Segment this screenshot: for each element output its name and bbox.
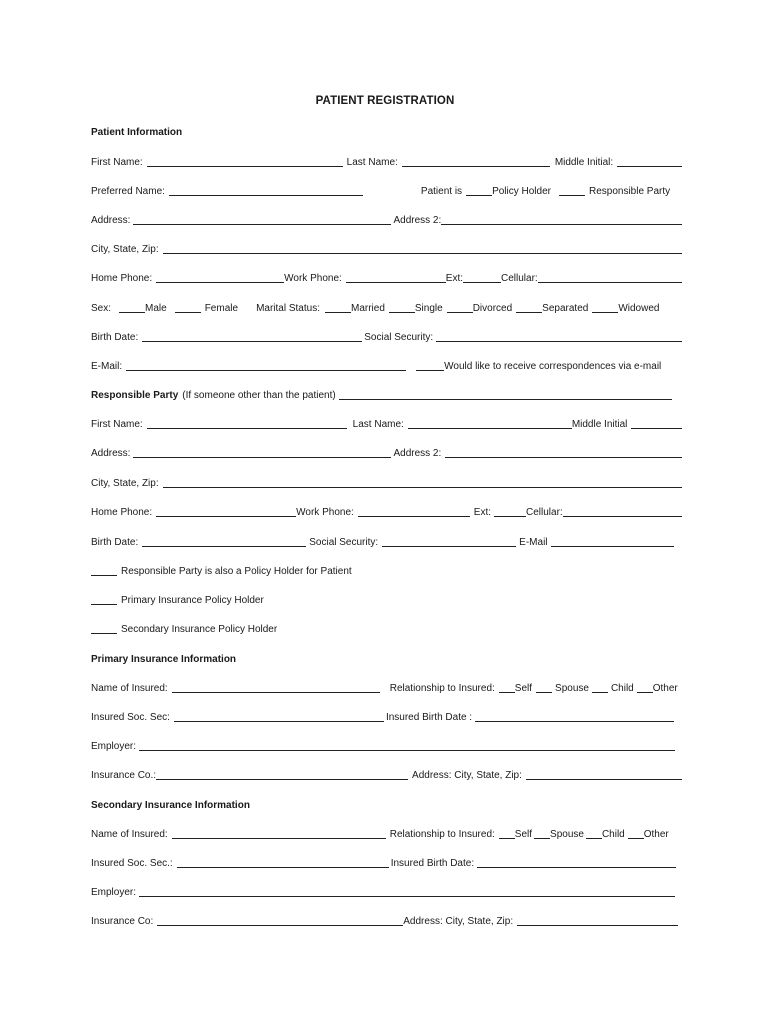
secondary-employer-field[interactable] [139, 896, 675, 897]
rp-ext-field[interactable] [494, 516, 526, 517]
secondary-relationship-label: Relationship to Insured: [389, 829, 495, 840]
rp-home-phone-field[interactable] [156, 516, 296, 517]
primary-employer-field[interactable] [139, 750, 675, 751]
secondary-policy-holder-check[interactable] [91, 633, 117, 634]
secondary-soc-sec-field[interactable] [177, 867, 389, 868]
middle-initial-field[interactable] [617, 166, 682, 167]
single-check[interactable] [389, 312, 415, 313]
rp-city-state-zip-label: City, State, Zip: [91, 478, 159, 489]
secondary-self-label: Self [514, 829, 533, 840]
secondary-address-csz-label: Address: City, State, Zip: [403, 916, 514, 927]
primary-soc-sec-field[interactable] [174, 721, 384, 722]
primary-employer-label: Employer: [91, 741, 137, 752]
rp-first-name-field[interactable] [147, 428, 347, 429]
secondary-child-check[interactable] [586, 838, 602, 839]
policy-holder-check[interactable] [466, 195, 492, 196]
secondary-child-label: Child [601, 829, 625, 840]
primary-child-check[interactable] [592, 692, 608, 693]
primary-insurance-co-row [91, 768, 682, 782]
primary-name-insured-field[interactable] [172, 692, 380, 693]
rp-ext-label: Ext: [473, 507, 492, 518]
email-pref-label: Would like to receive correspondences via e-mail [444, 361, 662, 372]
secondary-name-insured-label: Name of Insured: [91, 829, 168, 840]
primary-other-label: Other [652, 683, 678, 694]
patient-name-row [91, 155, 682, 169]
primary-other-check[interactable] [637, 692, 653, 693]
responsible-party-label: Responsible Party [588, 186, 671, 197]
social-security-label: Social Security: [364, 332, 434, 343]
rp-birth-date-label: Birth Date: [91, 537, 139, 548]
address-field[interactable] [133, 224, 391, 225]
primary-insurance-heading: Primary Insurance Information [91, 654, 237, 665]
responsible-party-heading: Responsible Party [91, 390, 179, 401]
rp-birth-row [91, 535, 674, 549]
male-check[interactable] [119, 312, 145, 313]
sex-label: Sex: [91, 303, 112, 314]
responsible-party-heading-row [91, 388, 672, 402]
primary-child-label: Child [610, 683, 634, 694]
rp-cellular-label: Cellular: [526, 507, 563, 518]
patient-is-label: Patient is [420, 186, 463, 197]
primary-birth-date-field[interactable] [475, 721, 674, 722]
divorced-label: Divorced [472, 303, 513, 314]
rp-middle-initial-field[interactable] [631, 428, 682, 429]
secondary-insurance-heading: Secondary Insurance Information [91, 800, 250, 811]
secondary-socsec-row [91, 856, 676, 870]
rp-last-name-label: Last Name: [352, 419, 404, 430]
last-name-label: Last Name: [346, 157, 398, 168]
ext-field[interactable] [463, 282, 501, 283]
primary-address-csz-field[interactable] [526, 779, 682, 780]
email-field[interactable] [126, 370, 406, 371]
married-check[interactable] [325, 312, 351, 313]
primary-spouse-check[interactable] [536, 692, 552, 693]
secondary-name-insured-field[interactable] [172, 838, 386, 839]
rp-birth-date-field[interactable] [142, 546, 306, 547]
last-name-field[interactable] [402, 166, 550, 167]
city-state-zip-field[interactable] [163, 253, 682, 254]
single-label: Single [414, 303, 443, 314]
primary-self-label: Self [514, 683, 533, 694]
patient-phone-row [91, 271, 682, 285]
rp-email-field[interactable] [551, 546, 674, 547]
address-label: Address: [91, 215, 131, 226]
cellular-label: Cellular: [501, 273, 538, 284]
preferred-name-field[interactable] [169, 195, 363, 196]
rp-address-row [91, 446, 682, 460]
patient-birth-row [91, 330, 682, 344]
email-pref-check[interactable] [416, 370, 444, 371]
primary-employer-row [91, 739, 675, 753]
rp-work-phone-label: Work Phone: [296, 507, 354, 518]
rp-work-phone-field[interactable] [358, 516, 470, 517]
policy-holder-label: Policy Holder [492, 186, 551, 197]
female-check[interactable] [175, 312, 201, 313]
primary-spouse-label: Spouse [555, 683, 589, 694]
rp-email-label: E-Mail [519, 537, 548, 548]
email-label: E-Mail: [91, 361, 123, 372]
separated-label: Separated [542, 303, 589, 314]
middle-initial-label: Middle Initial: [554, 157, 614, 168]
rp-address2-label: Address 2: [393, 448, 442, 459]
patient-info-heading: Patient Information [91, 127, 183, 138]
patient-city-row [91, 242, 682, 256]
rp-check2-row [91, 593, 682, 607]
rp-phone-row [91, 505, 682, 519]
responsible-party-note: (If someone other than the patient) [182, 390, 336, 401]
primary-name-insured-label: Name of Insured: [91, 683, 168, 694]
divorced-check[interactable] [447, 312, 473, 313]
marital-status-label: Marital Status: [256, 303, 320, 314]
rp-address-field[interactable] [133, 457, 391, 458]
rp-address-label: Address: [91, 448, 131, 459]
rp-policy-holder-label: Responsible Party is also a Policy Holder for Patient [121, 566, 352, 577]
rp-middle-initial-label: Middle Initial [571, 419, 628, 430]
birth-date-label: Birth Date: [91, 332, 139, 343]
primary-self-check[interactable] [499, 692, 515, 693]
widowed-label: Widowed [618, 303, 660, 314]
secondary-insurance-co-label: Insurance Co: [91, 916, 154, 927]
primary-address-csz-label: Address: City, State, Zip: [412, 770, 522, 781]
city-state-zip-label: City, State, Zip: [91, 244, 159, 255]
rp-check3-row [91, 622, 682, 636]
primary-insured-row [91, 681, 682, 695]
secondary-other-label: Other [643, 829, 669, 840]
primary-policy-holder-label: Primary Insurance Policy Holder [121, 595, 264, 606]
male-label: Male [145, 303, 167, 314]
secondary-birth-date-label: Insured Birth Date: [390, 858, 475, 869]
ext-label: Ext: [445, 273, 464, 284]
sex-marital-row [91, 301, 682, 315]
rp-cellular-field[interactable] [563, 516, 682, 517]
form-title: PATIENT REGISTRATION [315, 95, 455, 107]
secondary-insurance-co-field[interactable] [157, 925, 403, 926]
secondary-spouse-check[interactable] [534, 838, 550, 839]
first-name-label: First Name: [91, 157, 143, 168]
rp-last-name-field[interactable] [408, 428, 572, 429]
rp-check1-row [91, 564, 682, 578]
cellular-field[interactable] [538, 282, 682, 283]
primary-socsec-row [91, 710, 674, 724]
secondary-policy-holder-label: Secondary Insurance Policy Holder [121, 624, 278, 635]
rp-address2-field[interactable] [445, 457, 682, 458]
primary-relationship-label: Relationship to Insured: [389, 683, 495, 694]
responsible-party-name-field[interactable] [339, 399, 672, 400]
primary-insurance-co-field[interactable] [156, 779, 408, 780]
secondary-insurance-co-row [91, 914, 678, 928]
secondary-soc-sec-label: Insured Soc. Sec.: [91, 858, 173, 869]
address2-field[interactable] [441, 224, 682, 225]
secondary-employer-label: Employer: [91, 887, 137, 898]
rp-city-state-zip-field[interactable] [163, 487, 682, 488]
secondary-employer-row [91, 885, 675, 899]
preferred-name-label: Preferred Name: [91, 186, 165, 197]
rp-name-row [91, 417, 682, 431]
rp-home-phone-label: Home Phone: [91, 507, 153, 518]
rp-first-name-label: First Name: [91, 419, 143, 430]
female-label: Female [204, 303, 239, 314]
secondary-self-check[interactable] [499, 838, 515, 839]
address2-label: Address 2: [393, 215, 442, 226]
rp-social-security-label: Social Security: [309, 537, 379, 548]
primary-birth-date-label: Insured Birth Date : [385, 712, 473, 723]
birth-date-field[interactable] [142, 341, 362, 342]
first-name-field[interactable] [147, 166, 343, 167]
home-phone-label: Home Phone: [91, 273, 153, 284]
secondary-spouse-label: Spouse [550, 829, 584, 840]
preferred-name-row [91, 184, 682, 198]
social-security-field[interactable] [436, 341, 682, 342]
widowed-check[interactable] [592, 312, 618, 313]
rp-social-security-field[interactable] [382, 546, 516, 547]
secondary-insured-row [91, 827, 677, 841]
primary-soc-sec-label: Insured Soc. Sec: [91, 712, 170, 723]
secondary-birth-date-field[interactable] [477, 867, 676, 868]
primary-policy-holder-check[interactable] [91, 604, 117, 605]
secondary-other-check[interactable] [628, 838, 644, 839]
patient-address-row [91, 213, 682, 227]
responsible-party-check[interactable] [559, 195, 585, 196]
primary-insurance-co-label: Insurance Co.: [91, 770, 157, 781]
patient-email-row [91, 359, 672, 373]
home-phone-field[interactable] [156, 282, 284, 283]
rp-policy-holder-check[interactable] [91, 575, 117, 576]
work-phone-field[interactable] [346, 282, 446, 283]
work-phone-label: Work Phone: [284, 273, 342, 284]
separated-check[interactable] [516, 312, 542, 313]
secondary-address-csz-field[interactable] [517, 925, 678, 926]
married-label: Married [350, 303, 385, 314]
rp-city-row [91, 476, 682, 490]
